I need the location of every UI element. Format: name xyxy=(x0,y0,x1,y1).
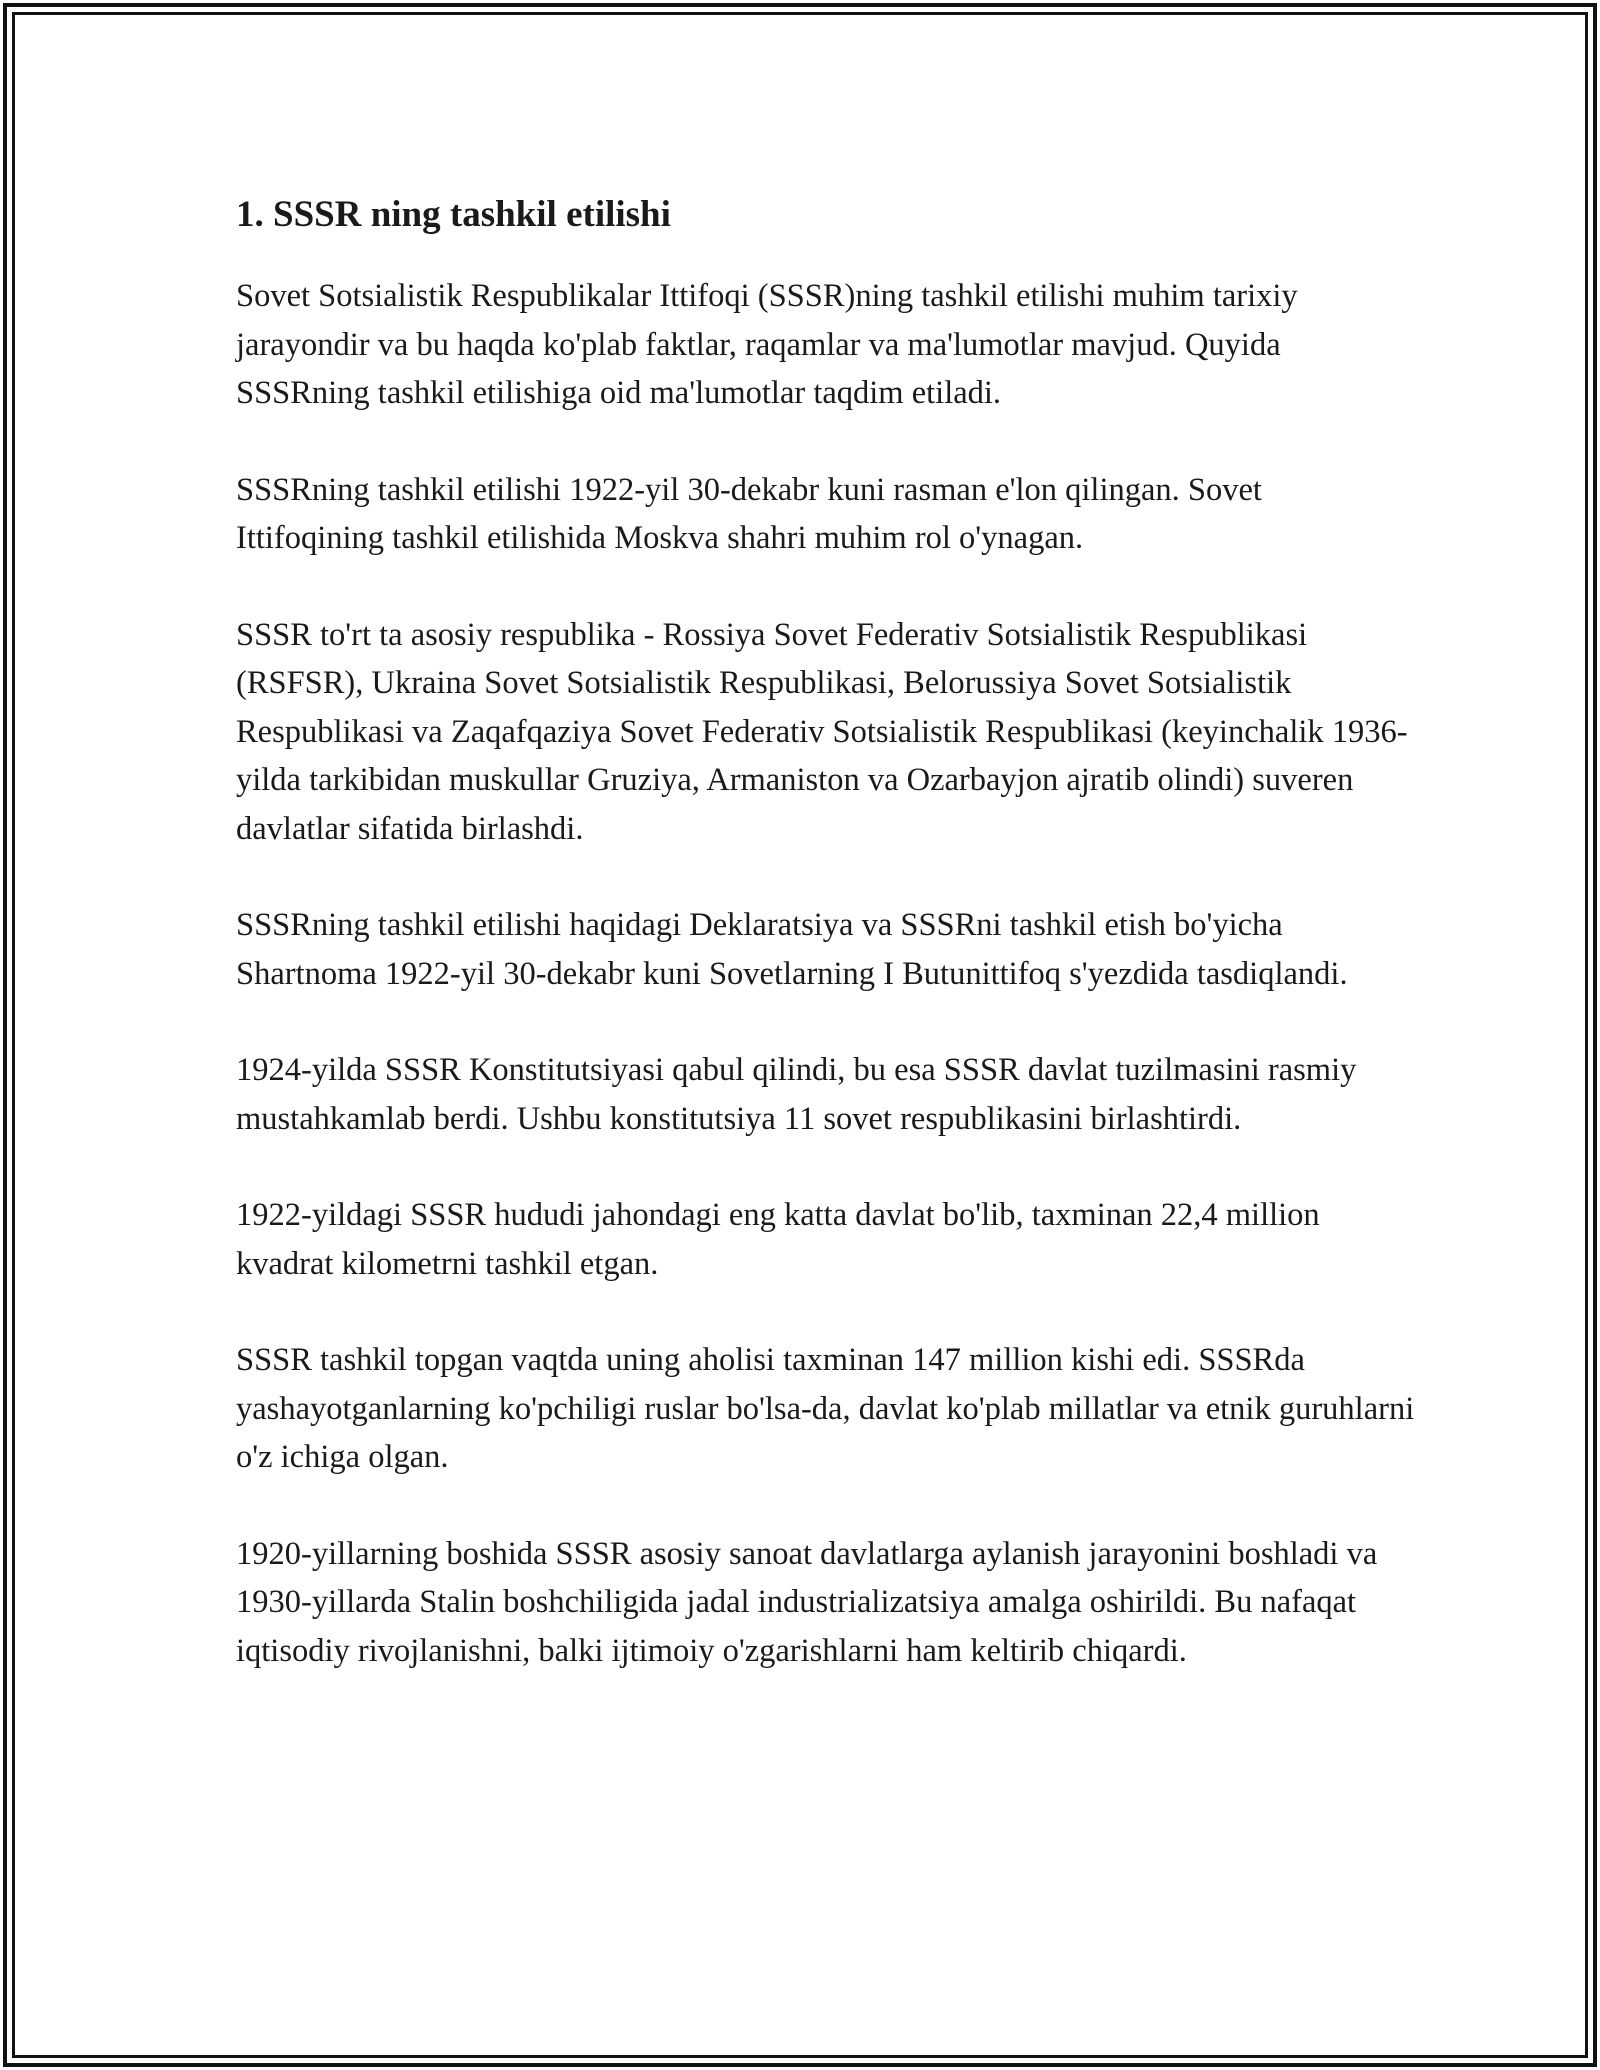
paragraph-declaration-treaty: SSSRning tashkil etilishi haqidagi Deklaratsiya va SSSRni tashkil etish bo'yicha Shartnoma 1922-yil 30-dekabr kuni Sovetlarning I Butunittifoq s'yezdida tasdiqlandi. xyxy=(236,907,1348,992)
paragraph-founding-republics: SSSR to'rt ta asosiy respublika - Rossiya Sovet Federativ Sotsialistik Respublikasi (RSFSR), Ukraina Sovet Sotsialistik Respublikasi, Belorussiya Sovet Sotsialistik Respublikasi va Zaqafqaziya Sovet Federativ Sotsialistik Respublikasi (keyinchalik 1936-yilda tarkibidan muskullar Gruziya, Armaniston va Ozarbayjon ajratib olindi) suveren davlatlar sifatida birlashdi. xyxy=(236,616,1408,847)
paragraph-territory: 1922-yildagi SSSR hududi jahondagi eng katta davlat bo'lib, taxminan 22,4 million kvadrat kilometrni tashkil etgan. xyxy=(236,1197,1320,1282)
document-title: 1. SSSR ning tashkil etilishi xyxy=(236,194,671,235)
paragraph-founding-date: SSSRning tashkil etilishi 1922-yil 30-dekabr kuni rasman e'lon qilingan. Sovet Ittifoqining tashkil etilishida Moskva shahri muhim rol o'ynagan. xyxy=(236,471,1262,556)
document-body xyxy=(236,186,1416,1723)
paragraph-constitution-1924: 1924-yilda SSSR Konstitutsiyasi qabul qilindi, bu esa SSSR davlat tuzilmasini rasmiy mustahkamlab berdi. Ushbu konstitutsiya 11 sovet respublikasini birlashtirdi. xyxy=(236,1052,1357,1137)
paragraph-industrialization: 1920-yillarning boshida SSSR asosiy sanoat davlatlarga aylanish jarayonini boshladi va 1930-yillarda Stalin boshchiligida jadal industrializatsiya amalga oshirildi. Bu nafaqat iqtisodiy rivojlanishni, balki ijtimoiy o'zgarishlarni ham keltirib chiqardi. xyxy=(236,1535,1378,1669)
paragraph-population: SSSR tashkil topgan vaqtda uning aholisi taxminan 147 million kishi edi. SSSRda yashayotganlarning ko'pchiligi ruslar bo'lsa-da, davlat ko'plab millatlar va etnik guruhlarni o'z ichiga olgan. xyxy=(236,1342,1415,1475)
paragraph-intro: Sovet Sotsialistik Respublikalar Ittifoqi (SSSR)ning tashkil etilishi muhim tarixiy jarayondir va bu haqda ko'plab faktlar, raqamlar va ma'lumotlar mavjud. Quyida SSSRning tashkil etilishiga oid ma'lumotlar taqdim etiladi. xyxy=(236,278,1298,411)
